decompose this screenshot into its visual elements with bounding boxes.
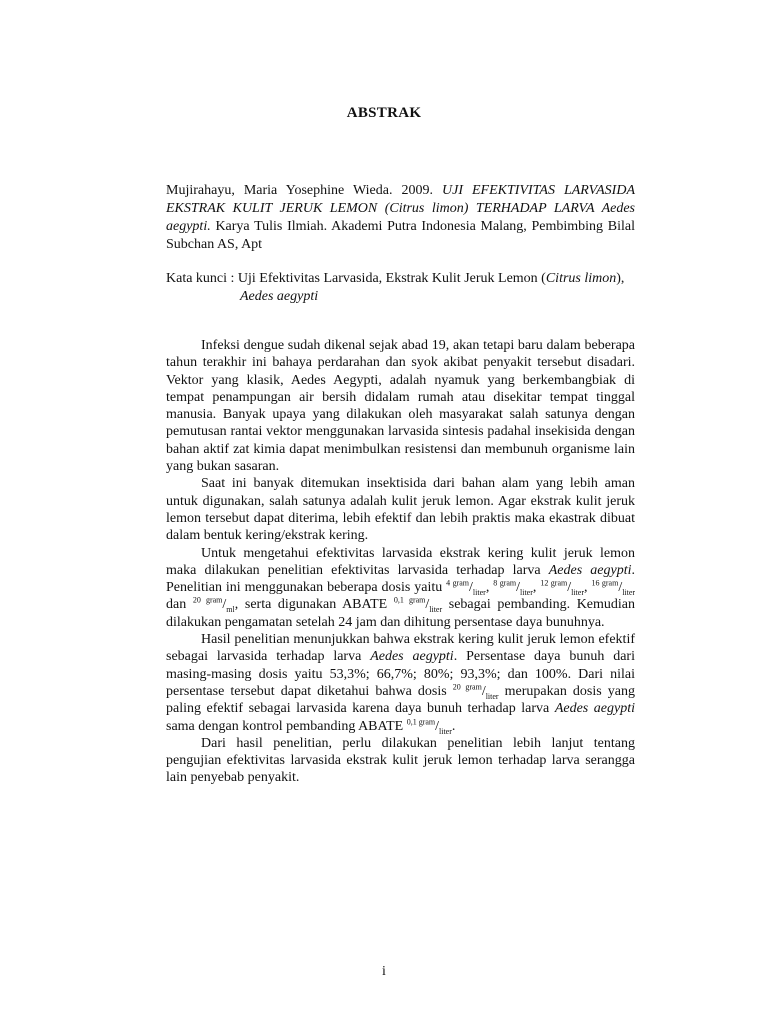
citation-block (166, 182, 635, 254)
keywords-block (166, 270, 635, 306)
unit-gram: gram (205, 595, 223, 605)
p4-text-b: . Persentase daya bunuh dari masing-masing dosis yaitu 53,3%; 66,7%; 80%; 93,3%; dan 100%. Dari nilai persentase tersebut dapat diketahui bahwa dosis (166, 649, 635, 699)
paragraph-4: Hasil penelitian menunjukkan bahwa ekstrak kering kulit jeruk lemon efektif sebagai larvasida terhadap larva Aedes aegypti. Persentase daya bunuh dari masing-masing dosis yaitu 53,3%; 66,7%; 80%; 93,3%; dan 100%. Dari nilai persentase tersebut dapat diketahui bahwa dosis $^{20 gram}/_{liter}$ merupakan dosis yang paling efektif sebagai larvasida karena daya bunuh terhadap larva Aedes aegypti sama dengan kontrol pembanding ABATE $^{0,1 gram}/_{liter}$. (166, 632, 636, 736)
paragraph-3: Untuk mengetahui efektivitas larvasida ekstrak kering kulit jeruk lemon maka dilakukan penelitian efektivitas larvasida terhadap larva Aedes aegypti. Penelitian ini menggunakan beberapa dosis yaitu $^{4 gram}/_{liter}$, $^{8 gram}/_{liter}$, $^{12 gram}/_{liter}$, $^{16 gram}/_{liter}$ dan $^{20 gram}/_{ml}$, serta digunakan ABATE $^{0,1 gram}/_{liter}$ sebagai pembanding. Kemudian dilakukan pengamatan setelah 24 jam dan dihitung persentase daya bunuhnya. (166, 545, 636, 630)
keywords-close: ), (616, 271, 625, 286)
citation-title: UJI EFEKTIVITAS LARVASIDA EKSTRAK KULIT JERUK LEMON (Citrus limon) TERHADAP LARVA Aedes aegypti. (166, 183, 635, 234)
unit-gram: gram (499, 578, 517, 588)
unit-gram: gram (452, 578, 470, 588)
abate-dose: 0,1 (393, 595, 404, 605)
unit-liter: liter (429, 605, 443, 615)
keywords-species: Citrus limon (545, 271, 617, 286)
p3-text-b: . Penelitian ini menggunakan beberapa dosis yaitu (166, 562, 635, 596)
unit-liter: liter (485, 691, 499, 701)
keywords-species-2: Aedes aegypti (240, 289, 319, 304)
unit-gram: gram (601, 578, 619, 588)
unit-liter: liter (472, 587, 486, 597)
dose-5: 20 (192, 595, 201, 605)
p3-text-c: , serta digunakan ABATE (234, 597, 394, 613)
unit-gram: gram (550, 578, 568, 588)
dose-1: 4 (446, 578, 451, 588)
p4-species: Aedes aegypti (370, 649, 454, 665)
dose-4: 16 (591, 578, 600, 588)
p4-abate-dose: 0,1 (406, 716, 417, 726)
keywords-label: Kata kunci : (166, 271, 238, 286)
p4-species-2: Aedes aegypti (554, 701, 635, 717)
page-number: i (382, 964, 386, 979)
unit-liter: liter (439, 726, 452, 736)
page-title: ABSTRAK (346, 105, 422, 121)
unit-ml: ml (226, 605, 235, 615)
unit-gram: gram (465, 682, 482, 692)
unit-gram: gram (408, 595, 426, 605)
p4-dose: 20 (452, 682, 461, 692)
p3-text-a: Untuk mengetahui efektivitas larvasida ekstrak kering kulit jeruk lemon maka dilakukan penelitian efektivitas larvasida terhadap larva (166, 545, 635, 578)
p3-text-d: sebagai pembanding. Kemudian dilakukan pengamatan setelah 24 jam dan dihitung persentase daya bunuhnya. (166, 597, 636, 630)
unit-gram: gram (418, 716, 436, 726)
keywords-text: Uji Efektivitas Larvasida, Ekstrak Kulit Jeruk Lemon ( (237, 271, 546, 286)
unit-liter: liter (571, 587, 584, 597)
abstract-body (166, 337, 635, 787)
paragraph-1: Infeksi dengue sudah dikenal sejak abad 19, akan tetapi baru dalam beberapa tahun terakhir ini bahaya perdarahan dan syok akibat penyakit tersebut disadari. Vektor yang klasik, Aedes Aegypti, adalah nyamuk yang berkembangbiak di tempat penampungan air bersih didalam rumah atau disekitar tempat tinggal manusia. Banyak upaya yang dilakukan oleh masyarakat salah satunya dengan pemutusan rantai vektor menggunakan larvasida sintesis padahal insekisida dengan bahan aktif zat kimia dapat menimbulkan resistensi dan membunuh organisme lain yang bukan sasaran. (166, 338, 635, 475)
citation-rest: Karya Tulis Ilmiah. Akademi Putra Indonesia Malang, Pembimbing Bilal Subchan AS, Apt (166, 219, 635, 252)
paragraph-5: Dari hasil penelitian, perlu dilakukan penelitian lebih lanjut tentang pengujian efektivitas larvasida ekstrak kulit jeruk lemon terhadap larva serangga lain penyebab penyakit. (166, 735, 635, 786)
p3-and: dan (166, 597, 193, 613)
p4-text-e: . (451, 718, 456, 734)
dose-2: 8 (493, 578, 498, 588)
paragraph-2: Saat ini banyak ditemukan insektisida dari bahan alam yang lebih aman untuk digunakan, salah satunya adalah kulit jeruk lemon. Agar ekstrak kulit jeruk lemon tersebut dapat diterima, lebih efektif dan lebih praktis maka ekastrak dibuat dalam bentuk kering/ekstrak kering. (166, 476, 635, 544)
unit-liter: liter (520, 587, 533, 597)
citation-authors: Mujirahayu, Maria Yosephine Wieda. 2009. (166, 183, 433, 198)
unit-liter: liter (622, 587, 636, 597)
p4-text-a: Hasil penelitian menunjukkan bahwa ekstrak kering kulit jeruk lemon efektif sebagai larvasida terhadap larva (166, 632, 635, 665)
p3-species: Aedes aegypti (548, 562, 632, 578)
p4-text-c: merupakan dosis yang paling efektif sebagai larvasida karena daya bunuh terhadap larva (166, 683, 636, 717)
p4-text-d: sama dengan kontrol pembanding ABATE (166, 718, 407, 734)
dose-3: 12 (540, 578, 549, 588)
